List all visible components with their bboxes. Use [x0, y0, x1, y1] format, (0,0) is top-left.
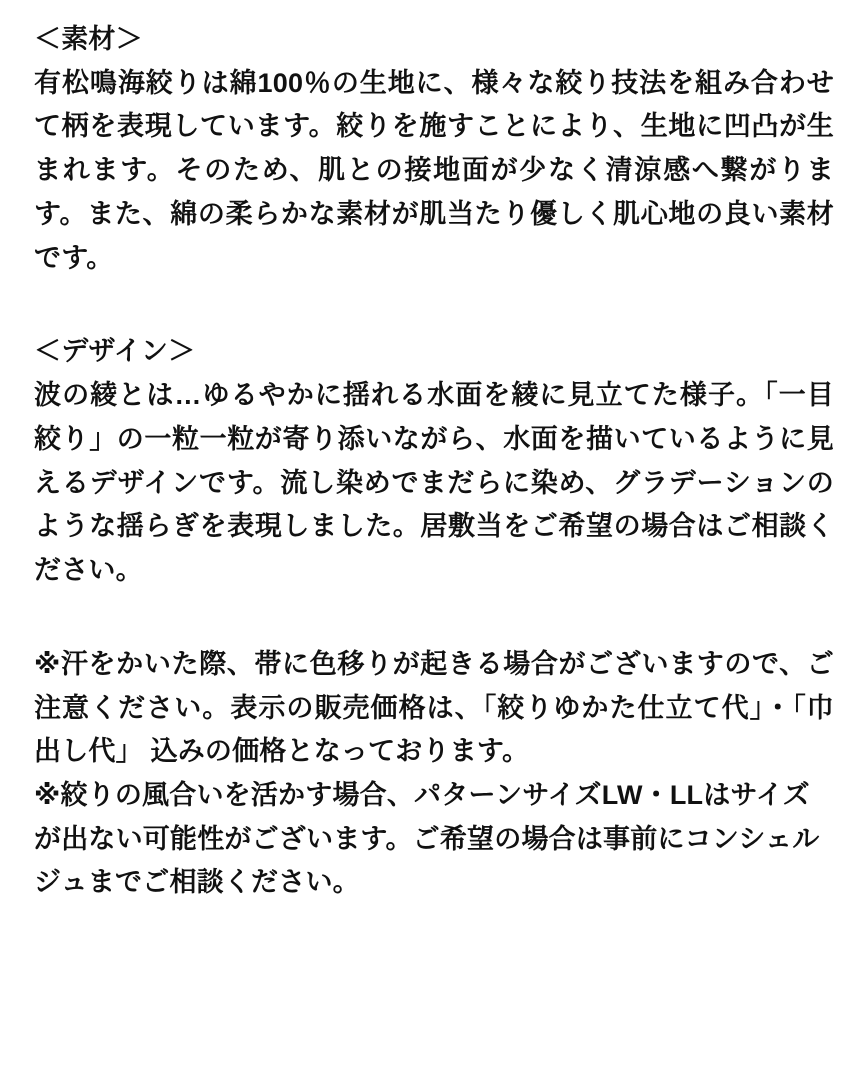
material-body: 有松鳴海絞りは綿100％の生地に、様々な絞り技法を組み合わせて柄を表現しています。絞りを施すことにより、生地に凹凸が生まれます。そのため、肌との接地面が少なく清涼感へ繋がります。また、綿の柔らかな素材が肌当たり優しく肌心地の良い素材です。 — [34, 67, 834, 273]
design-section — [34, 330, 834, 592]
note-color-transfer: ※汗をかいた際、帯に色移りが起きる場合がございますので、ご注意ください。表示の販売価格は、「絞りゆかた仕立て代」・「巾出し代」 込みの価格となっております。 — [34, 648, 834, 767]
notes-section — [34, 643, 834, 905]
section-spacer-2 — [34, 599, 834, 643]
section-spacer-1 — [34, 286, 834, 330]
design-body: 波の綾とは…ゆるやかに揺れる水面を綾に見立てた様子。「一目絞り」の一粒一粒が寄り添いながら、水面を描いているように見えるデザインです。流し染めでまだらに染め、グラデーションのような揺らぎを表現しました。居敷当をご希望の場合はご相談ください。 — [34, 380, 834, 586]
note-pattern-size: ※絞りの風合いを活かす場合、パターンサイズLW・LLはサイズが出ない可能性がございます。ご希望の場合は事前にコンシェルジュまでご相談ください。 — [34, 780, 820, 898]
design-heading: ＜デザイン＞ — [34, 336, 196, 367]
material-heading: ＜素材＞ — [34, 24, 143, 54]
material-section — [34, 18, 834, 280]
